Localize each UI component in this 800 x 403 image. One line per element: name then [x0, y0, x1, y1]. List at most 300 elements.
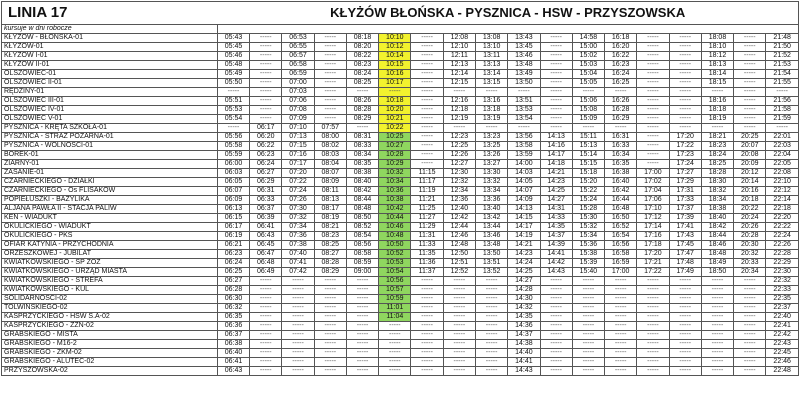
departure-time: 10:52: [379, 250, 411, 259]
table-row: [2, 106, 799, 115]
table-row: [2, 367, 799, 376]
departure-time: 18:48: [701, 250, 733, 259]
departure-time: -----: [701, 349, 733, 358]
departure-time: -----: [669, 340, 701, 349]
departure-time: 14:32: [508, 304, 540, 313]
departure-time: 18:46: [701, 241, 733, 250]
departure-time: -----: [669, 34, 701, 43]
stop-name: PYSZNICA - WOLNOŚCI-01: [2, 142, 218, 151]
departure-time: -----: [605, 367, 637, 376]
departure-time: -----: [605, 349, 637, 358]
departure-time: -----: [411, 34, 443, 43]
departure-time: 20:26: [734, 223, 766, 232]
departure-time: 07:20: [282, 169, 314, 178]
departure-time: 10:32: [379, 169, 411, 178]
departure-time: -----: [605, 124, 637, 133]
departure-time: -----: [669, 61, 701, 70]
departure-time: 07:17: [282, 160, 314, 169]
departure-time: 13:52: [475, 268, 507, 277]
departure-time: -----: [540, 331, 572, 340]
stop-name: BOREK-01: [2, 151, 218, 160]
departure-time: 12:48: [443, 241, 475, 250]
table-row: [2, 178, 799, 187]
departure-time: -----: [411, 286, 443, 295]
departure-time: 06:40: [217, 349, 249, 358]
departure-time: -----: [411, 43, 443, 52]
departure-time: -----: [250, 88, 282, 97]
departure-time: 22:20: [766, 214, 799, 223]
departure-time: -----: [411, 142, 443, 151]
departure-time: 14:13: [508, 205, 540, 214]
departure-time: 12:44: [443, 223, 475, 232]
departure-time: 22:48: [766, 367, 799, 376]
departure-time: 15:13: [572, 142, 604, 151]
departure-time: -----: [475, 124, 507, 133]
departure-time: 18:30: [701, 178, 733, 187]
departure-time: -----: [346, 88, 378, 97]
stop-name: OLSZOWIEC-01: [2, 70, 218, 79]
stop-name: ZASANIE-01: [2, 169, 218, 178]
departure-time: 20:28: [734, 232, 766, 241]
departure-time: 11:35: [411, 250, 443, 259]
departure-time: 20:24: [734, 214, 766, 223]
departure-time: -----: [637, 106, 669, 115]
departure-time: 11:15: [411, 169, 443, 178]
departure-time: 16:34: [605, 151, 637, 160]
departure-time: 17:22: [637, 268, 669, 277]
departure-time: -----: [250, 295, 282, 304]
departure-time: 18:14: [701, 70, 733, 79]
departure-time: 15:22: [572, 187, 604, 196]
departure-time: 06:48: [250, 259, 282, 268]
departure-time: 22:04: [766, 151, 799, 160]
departure-time: 08:35: [346, 160, 378, 169]
departure-time: -----: [250, 70, 282, 79]
departure-time: 07:42: [282, 268, 314, 277]
departure-time: -----: [734, 52, 766, 61]
table-row: [2, 286, 799, 295]
departure-time: -----: [443, 322, 475, 331]
departure-time: 08:19: [314, 214, 346, 223]
departure-time: 13:50: [475, 250, 507, 259]
departure-time: 14:25: [508, 268, 540, 277]
departure-time: -----: [475, 340, 507, 349]
stop-name: PRZYSZOWSKA-02: [2, 367, 218, 376]
departure-time: 07:34: [282, 223, 314, 232]
departure-time: -----: [734, 304, 766, 313]
departure-time: 22:24: [766, 232, 799, 241]
departure-time: 08:13: [314, 196, 346, 205]
table-row: [2, 322, 799, 331]
departure-time: 14:18: [540, 160, 572, 169]
departure-time: -----: [411, 52, 443, 61]
stop-name: GRABSKIEGO - M16-2: [2, 340, 218, 349]
departure-time: 17:45: [669, 241, 701, 250]
departure-time: 08:31: [346, 133, 378, 142]
departure-time: 06:03: [217, 169, 249, 178]
departure-time: 22:46: [766, 358, 799, 367]
table-row: [2, 349, 799, 358]
departure-time: -----: [701, 322, 733, 331]
departure-time: 10:53: [379, 259, 411, 268]
departure-time: 15:00: [572, 43, 604, 52]
departure-time: 06:43: [250, 232, 282, 241]
departure-time: 13:23: [475, 133, 507, 142]
departure-time: 06:17: [250, 124, 282, 133]
departure-time: 22:35: [766, 295, 799, 304]
departure-time: 17:21: [637, 259, 669, 268]
departure-time: 08:21: [314, 223, 346, 232]
departure-time: -----: [411, 124, 443, 133]
departure-time: 11:19: [411, 187, 443, 196]
departure-time: -----: [411, 160, 443, 169]
departure-time: 22:29: [766, 259, 799, 268]
departure-time: 16:24: [605, 70, 637, 79]
departure-time: 07:32: [282, 214, 314, 223]
departure-time: 16:42: [605, 187, 637, 196]
departure-time: -----: [734, 313, 766, 322]
departure-time: -----: [701, 313, 733, 322]
table-row: [2, 43, 799, 52]
departure-time: 18:25: [701, 160, 733, 169]
departure-time: 15:05: [572, 79, 604, 88]
departure-time: -----: [411, 70, 443, 79]
departure-time: 08:28: [314, 259, 346, 268]
departure-time: 06:30: [217, 295, 249, 304]
departure-time: -----: [443, 277, 475, 286]
departure-time: 10:20: [379, 106, 411, 115]
departure-time: 10:15: [379, 61, 411, 70]
departure-time: -----: [605, 340, 637, 349]
departure-time: 17:12: [637, 214, 669, 223]
departure-time: 15:36: [572, 241, 604, 250]
departure-time: 08:59: [346, 259, 378, 268]
departure-time: -----: [637, 142, 669, 151]
departure-time: -----: [475, 322, 507, 331]
departure-time: 15:40: [572, 268, 604, 277]
departure-time: 12:23: [443, 133, 475, 142]
departure-time: 07:26: [282, 196, 314, 205]
departure-time: -----: [734, 97, 766, 106]
departure-time: -----: [443, 340, 475, 349]
departure-time: -----: [250, 52, 282, 61]
departure-time: -----: [669, 70, 701, 79]
departure-time: 18:38: [701, 205, 733, 214]
departure-time: -----: [314, 88, 346, 97]
departure-time: -----: [734, 43, 766, 52]
stop-name: OLSZOWIEC IV-01: [2, 106, 218, 115]
departure-time: 14:37: [540, 232, 572, 241]
departure-time: 06:05: [217, 178, 249, 187]
departure-time: 05:53: [217, 106, 249, 115]
departure-time: -----: [734, 331, 766, 340]
departure-time: -----: [314, 358, 346, 367]
departure-time: -----: [411, 97, 443, 106]
departure-time: -----: [411, 88, 443, 97]
departure-time: 17:00: [637, 169, 669, 178]
departure-time: 14:41: [508, 358, 540, 367]
departure-time: -----: [314, 106, 346, 115]
departure-time: -----: [508, 88, 540, 97]
departure-time: 15:32: [572, 223, 604, 232]
departure-time: -----: [637, 61, 669, 70]
departure-time: -----: [314, 79, 346, 88]
departure-time: 13:53: [508, 106, 540, 115]
departure-time: 06:15: [217, 214, 249, 223]
departure-time: -----: [669, 295, 701, 304]
table-row: [2, 205, 799, 214]
departure-time: -----: [637, 349, 669, 358]
departure-time: 10:16: [379, 70, 411, 79]
departure-time: 17:14: [637, 223, 669, 232]
departure-time: -----: [701, 295, 733, 304]
departure-time: 07:13: [282, 133, 314, 142]
departure-time: 11:27: [411, 214, 443, 223]
departure-time: -----: [540, 358, 572, 367]
departure-time: 14:00: [508, 160, 540, 169]
departure-time: 06:29: [250, 178, 282, 187]
departure-time: -----: [540, 79, 572, 88]
departure-time: 17:29: [669, 178, 701, 187]
departure-time: 14:27: [540, 196, 572, 205]
departure-time: 13:45: [508, 43, 540, 52]
departure-time: -----: [250, 340, 282, 349]
departure-time: -----: [250, 358, 282, 367]
departure-time: 08:09: [314, 178, 346, 187]
departure-time: 14:30: [508, 295, 540, 304]
stop-name: GRABSKIEGO - MISTA: [2, 331, 218, 340]
departure-time: 16:23: [605, 61, 637, 70]
table-row: [2, 241, 799, 250]
departure-time: 13:36: [475, 196, 507, 205]
departure-time: 20:34: [734, 268, 766, 277]
departure-time: -----: [475, 313, 507, 322]
stop-name: KWIATKOWSKIEGO - STREFA: [2, 277, 218, 286]
departure-time: -----: [314, 295, 346, 304]
departure-time: -----: [734, 277, 766, 286]
departure-time: -----: [250, 115, 282, 124]
departure-time: 12:08: [443, 34, 475, 43]
departure-time: -----: [282, 322, 314, 331]
departure-time: -----: [411, 106, 443, 115]
departure-time: 08:03: [314, 151, 346, 160]
departure-time: 06:24: [217, 259, 249, 268]
departure-time: 16:33: [605, 142, 637, 151]
departure-time: 06:43: [217, 367, 249, 376]
stop-name: OKULICKIEGO - PKS: [2, 232, 218, 241]
departure-time: 08:27: [314, 250, 346, 259]
departure-time: -----: [282, 331, 314, 340]
departure-time: -----: [540, 34, 572, 43]
departure-time: 22:18: [766, 205, 799, 214]
departure-time: -----: [701, 331, 733, 340]
departure-time: 22:28: [766, 250, 799, 259]
departure-time: -----: [379, 358, 411, 367]
departure-time: 13:46: [508, 52, 540, 61]
departure-time: -----: [346, 313, 378, 322]
departure-time: -----: [701, 367, 733, 376]
departure-time: -----: [250, 277, 282, 286]
departure-time: -----: [282, 358, 314, 367]
departure-time: -----: [314, 331, 346, 340]
departure-time: 21:59: [766, 115, 799, 124]
departure-time: 17:31: [669, 187, 701, 196]
departure-time: -----: [701, 277, 733, 286]
departure-time: 14:17: [540, 151, 572, 160]
departure-time: 12:19: [443, 115, 475, 124]
departure-time: 10:27: [379, 142, 411, 151]
stop-name: RĘDZINY-01: [2, 88, 218, 97]
departure-time: -----: [475, 349, 507, 358]
departure-time: 20:25: [734, 133, 766, 142]
departure-time: 15:03: [572, 61, 604, 70]
departure-time: 06:49: [250, 268, 282, 277]
departure-time: -----: [637, 52, 669, 61]
departure-time: -----: [734, 367, 766, 376]
departure-time: 13:30: [475, 169, 507, 178]
departure-time: -----: [346, 124, 378, 133]
departure-time: -----: [572, 349, 604, 358]
table-row: [2, 214, 799, 223]
departure-time: 13:54: [508, 115, 540, 124]
departure-time: 18:32: [701, 187, 733, 196]
departure-time: 12:30: [443, 169, 475, 178]
departure-time: 06:23: [217, 250, 249, 259]
departure-time: -----: [346, 367, 378, 376]
departure-time: -----: [637, 124, 669, 133]
departure-time: 06:59: [282, 70, 314, 79]
departure-time: 17:16: [637, 232, 669, 241]
departure-time: 06:20: [250, 133, 282, 142]
departure-time: -----: [669, 52, 701, 61]
table-row: [2, 52, 799, 61]
departure-time: 08:18: [346, 34, 378, 43]
departure-time: 07:24: [282, 187, 314, 196]
departure-time: -----: [282, 277, 314, 286]
departure-time: 11:01: [379, 304, 411, 313]
departure-time: 20:16: [734, 187, 766, 196]
departure-time: 14:15: [508, 214, 540, 223]
departure-time: 08:29: [346, 115, 378, 124]
table-row: [2, 169, 799, 178]
departure-time: 12:40: [443, 205, 475, 214]
departure-time: 06:27: [217, 277, 249, 286]
stop-name: KEN - WIADUKT: [2, 214, 218, 223]
departure-time: -----: [411, 61, 443, 70]
table-row: [2, 187, 799, 196]
departure-time: 17:20: [637, 250, 669, 259]
departure-time: -----: [637, 286, 669, 295]
departure-time: -----: [540, 43, 572, 52]
departure-time: -----: [475, 331, 507, 340]
departure-time: 10:50: [379, 241, 411, 250]
departure-time: 12:25: [443, 142, 475, 151]
table-row: [2, 70, 799, 79]
departure-time: -----: [637, 43, 669, 52]
stop-name: ALJANA PAWŁA II - STACJA PALIW: [2, 205, 218, 214]
departure-time: -----: [475, 277, 507, 286]
departure-time: 13:40: [475, 205, 507, 214]
departure-time: 21:48: [766, 34, 799, 43]
departure-time: 17:48: [669, 259, 701, 268]
departure-time: 15:28: [572, 205, 604, 214]
stop-name: PYSZNICA - KRĘTA SZKOŁA-01: [2, 124, 218, 133]
departure-time: -----: [637, 340, 669, 349]
departure-time: -----: [669, 106, 701, 115]
stop-name: CZARNIECKIEGO - DZIAŁKI: [2, 178, 218, 187]
departure-time: 20:09: [734, 160, 766, 169]
departure-time: 14:21: [508, 241, 540, 250]
departure-time: 17:10: [637, 205, 669, 214]
departure-time: 14:16: [540, 142, 572, 151]
departure-time: 05:46: [217, 52, 249, 61]
departure-time: 13:34: [475, 187, 507, 196]
departure-time: 10:29: [379, 160, 411, 169]
departure-time: 08:50: [346, 214, 378, 223]
departure-time: -----: [379, 367, 411, 376]
departure-time: 10:28: [379, 151, 411, 160]
stop-name: SOLIDARNOŚCI-02: [2, 295, 218, 304]
departure-time: 16:40: [605, 178, 637, 187]
departure-time: 13:18: [475, 106, 507, 115]
departure-time: -----: [669, 79, 701, 88]
departure-time: -----: [411, 277, 443, 286]
departure-time: 10:18: [379, 97, 411, 106]
departure-time: 14:25: [540, 187, 572, 196]
departure-time: -----: [379, 349, 411, 358]
departure-time: -----: [605, 331, 637, 340]
departure-time: 13:11: [475, 52, 507, 61]
departure-time: 07:38: [282, 241, 314, 250]
departure-time: 08:07: [314, 169, 346, 178]
departure-time: 08:56: [346, 241, 378, 250]
departure-time: 14:58: [572, 34, 604, 43]
departure-time: 14:09: [508, 196, 540, 205]
departure-time: 10:25: [379, 133, 411, 142]
departure-time: 11:31: [411, 232, 443, 241]
departure-time: 08:23: [346, 61, 378, 70]
departure-time: 13:19: [475, 115, 507, 124]
departure-time: 13:14: [475, 70, 507, 79]
departure-time: 07:36: [282, 232, 314, 241]
departure-time: 18:12: [701, 52, 733, 61]
departure-time: -----: [411, 133, 443, 142]
departure-time: -----: [540, 52, 572, 61]
departure-time: 14:13: [540, 133, 572, 142]
departure-time: -----: [250, 61, 282, 70]
departure-time: 22:32: [766, 277, 799, 286]
departure-time: 12:51: [443, 259, 475, 268]
departure-time: -----: [637, 304, 669, 313]
departure-time: -----: [766, 88, 799, 97]
departure-time: 12:52: [443, 268, 475, 277]
departure-time: 17:39: [669, 214, 701, 223]
departure-time: 17:23: [669, 151, 701, 160]
departure-time: 16:25: [605, 79, 637, 88]
departure-time: 05:56: [217, 133, 249, 142]
departure-time: 13:51: [475, 259, 507, 268]
departure-time: -----: [540, 88, 572, 97]
departure-time: -----: [314, 97, 346, 106]
departure-time: -----: [250, 79, 282, 88]
departure-time: -----: [540, 97, 572, 106]
departure-time: 20:12: [734, 169, 766, 178]
departure-time: -----: [250, 349, 282, 358]
departure-time: 07:30: [282, 205, 314, 214]
departure-time: -----: [217, 88, 249, 97]
stop-name: GRABSKIEGO - ALUTEC-02: [2, 358, 218, 367]
departure-time: 10:36: [379, 187, 411, 196]
